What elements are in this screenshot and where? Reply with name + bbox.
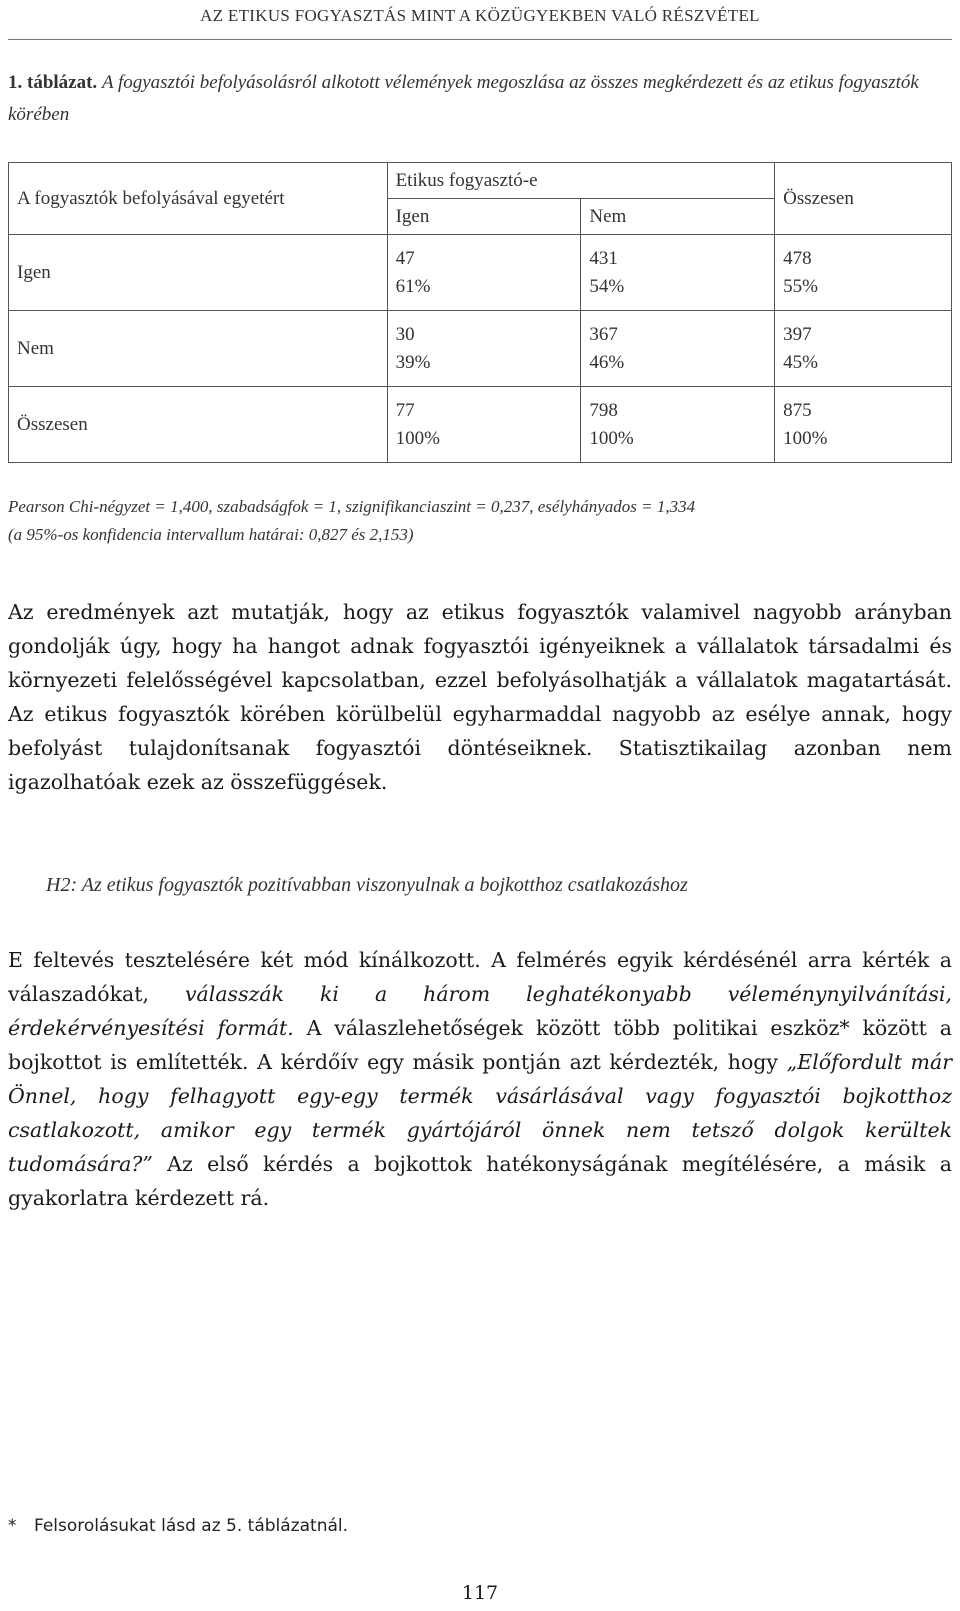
cell-count: 77	[395, 399, 415, 421]
table-header-row	[9, 163, 952, 199]
stats-line-2: (a 95%-os konfidencia intervallum határai: 0,827 és 2,153)	[8, 525, 414, 544]
stats-line-1: Pearson Chi-négyzet = 1,400, szabadságfok = 1, szignifikanciaszint = 0,237, esélyhányados = 1,334	[8, 497, 696, 516]
paragraph-italic: válasszák ki a három leghatékonyabb véleménynyilvánítási, érdekérvényesítési formát.	[8, 982, 952, 1040]
paragraph-boycott	[8, 943, 952, 1215]
paragraph-text: Az első kérdés a bojkottok hatékonyságának megítélésére, a másik a gyakorlatra kérdezett rá.	[8, 1152, 952, 1210]
paragraph-results: Az eredmények azt mutatják, hogy az etikus fogyasztók valamivel nagyobb arányban gondolják úgy, hogy ha hangot adnak fogyasztói igényeiknek a vállalatok társadalmi és környezeti felelősségével kapcsolatban, ezzel befolyásolhatják a vállalatok magatartását. Az etikus fogyasztók körében körülbelül egyharmaddal nagyobb az esélye annak, hogy befolyást tulajdonítsanak fogyasztói döntéseiknek. Statisztikailag azonban nem igazolhatóak ezek az összefüggések.	[8, 600, 952, 794]
group-header-cell: Etikus fogyasztó-e	[387, 163, 775, 199]
cell-count: 47	[395, 247, 415, 269]
table-row	[9, 235, 952, 311]
subheader-igen: Igen	[387, 199, 581, 235]
paragraph-italic: „Előfordult már Önnel, hogy felhagyott egy-egy termék vásárlásával vagy fogyasztói bojkotthoz csatlakozott, amikor egy termék gyártójáról önnek nem tetsző dolgok kerültek tudomására?”	[8, 1050, 953, 1176]
caption-label: 1. táblázat.	[8, 72, 98, 93]
table-cell	[775, 387, 952, 463]
cell-percent: 100%	[783, 427, 828, 449]
row-label: Igen	[9, 235, 388, 311]
cell-percent: 46%	[589, 351, 625, 373]
cell-percent: 55%	[783, 275, 818, 297]
table-row	[9, 387, 952, 463]
table-cell	[775, 235, 952, 311]
table-cell	[581, 235, 775, 311]
row-label: Nem	[9, 311, 388, 387]
subheader-nem: Nem	[581, 199, 775, 235]
paragraph-text: E feltevés tesztelésére két mód kínálkozott. A felmérés egyik kérdésénél arra kérték a válaszadókat,	[8, 948, 952, 1006]
cell-count: 397	[783, 323, 812, 345]
table-row	[9, 311, 952, 387]
footnote-marker: *	[8, 1516, 17, 1536]
cell-percent: 39%	[395, 351, 431, 373]
cell-count: 798	[589, 399, 618, 421]
data-table	[8, 162, 952, 463]
page-number: 117	[461, 1582, 499, 1604]
cell-percent: 100%	[395, 427, 440, 449]
paragraph-text: A válaszlehetőségek között több politikai eszköz* között a bojkottot is említették. A kérdőív egy másik pontján azt kérdezték, hogy	[8, 1016, 952, 1074]
footnote-text: Felsorolásukat lásd az 5. táblázatnál.	[34, 1516, 349, 1536]
table-cell	[387, 235, 581, 311]
statistics-note	[8, 493, 952, 549]
table-cell	[581, 311, 775, 387]
hypothesis-heading: H2: Az etikus fogyasztók pozitívabban viszonyulnak a bojkotthoz csatlakozáshoz	[46, 874, 688, 896]
table-cell	[387, 311, 581, 387]
total-header-cell: Összesen	[775, 163, 952, 235]
cell-count: 30	[395, 323, 415, 345]
cell-count: 875	[783, 399, 812, 421]
cell-percent: 100%	[589, 427, 634, 449]
cell-percent: 54%	[589, 275, 625, 297]
cell-count: 478	[783, 247, 812, 269]
cell-percent: 61%	[395, 275, 431, 297]
running-head: AZ ETIKUS FOGYASZTÁS MINT A KÖZÜGYEKBEN VALÓ RÉSZVÉTEL	[200, 6, 760, 25]
header-rule	[8, 39, 952, 40]
cell-percent: 45%	[783, 351, 818, 373]
table-cell	[387, 387, 581, 463]
document-page	[8, 0, 952, 1611]
table-caption	[8, 67, 952, 131]
row-header-cell: A fogyasztók befolyásával egyetért	[9, 163, 388, 235]
footnote	[8, 1516, 952, 1536]
cell-count: 431	[589, 247, 618, 269]
table-cell	[581, 387, 775, 463]
cell-count: 367	[589, 323, 618, 345]
table-cell	[775, 311, 952, 387]
row-label: Összesen	[9, 387, 388, 463]
caption-text: A fogyasztói befolyásolásról alkotott vélemények megoszlása az összes megkérdezett és az etikus fogyasztók körében	[8, 72, 919, 125]
